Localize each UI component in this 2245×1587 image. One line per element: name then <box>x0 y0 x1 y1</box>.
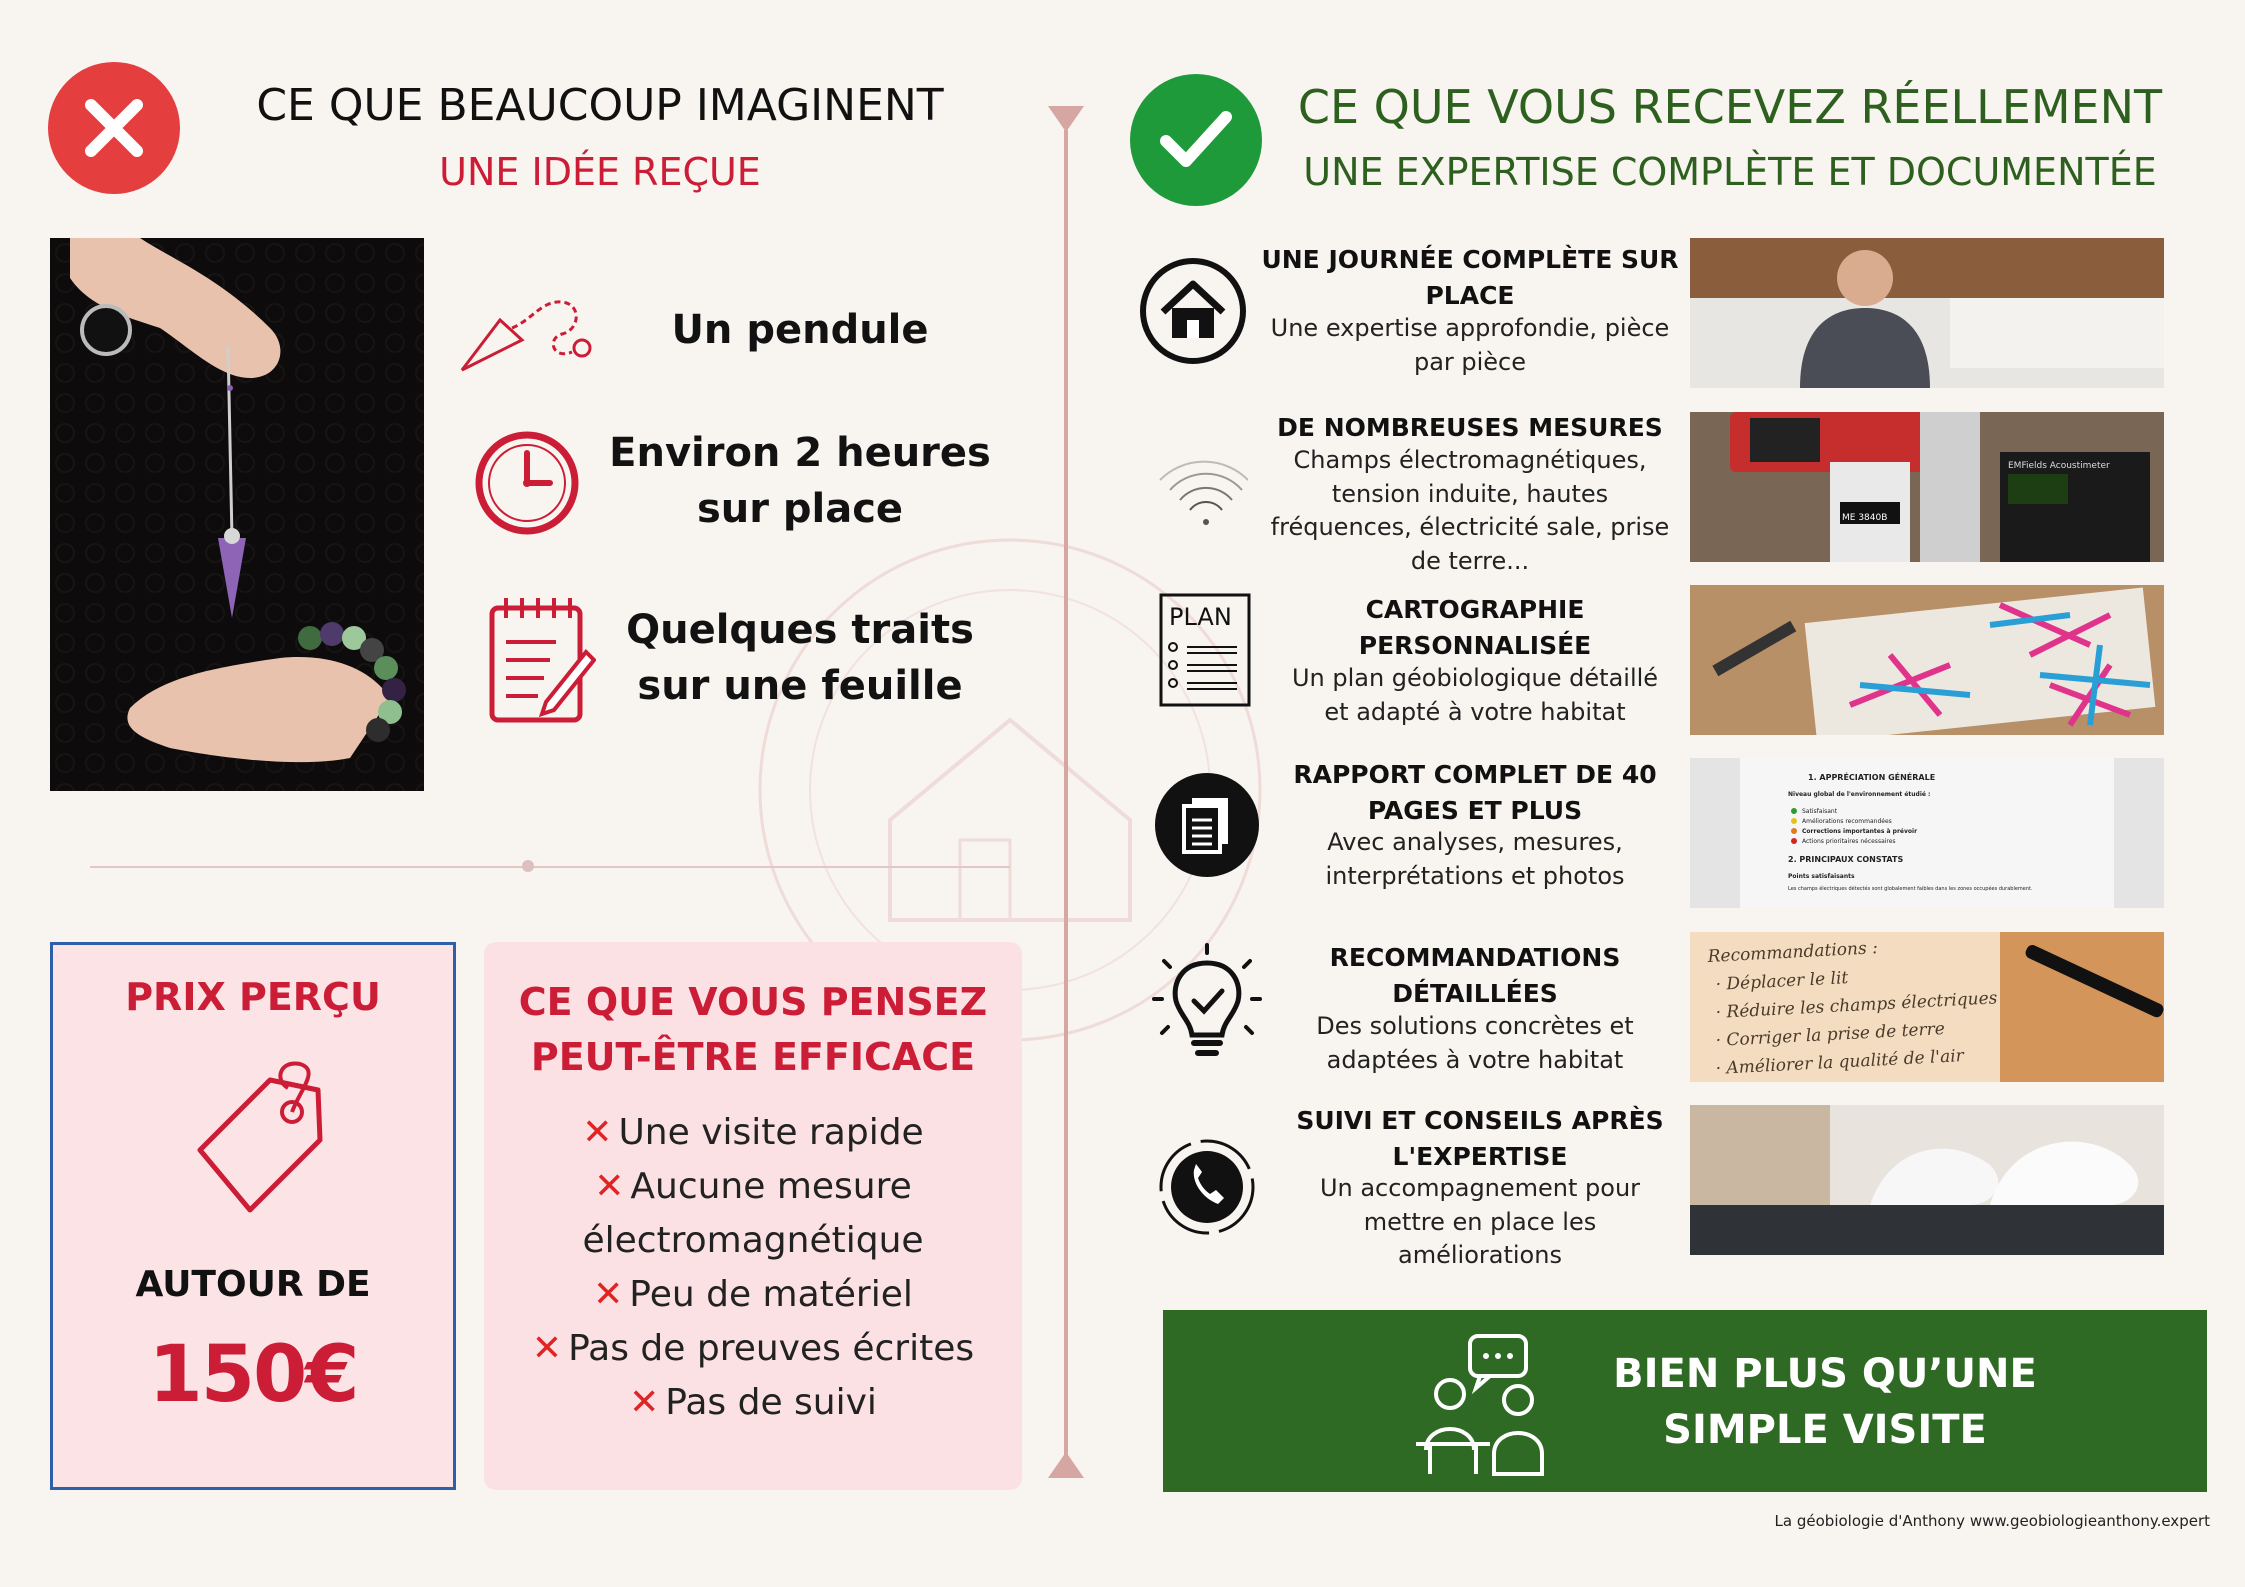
left-title: CE QUE BEAUCOUP IMAGINENT <box>256 80 944 131</box>
consultation-icon <box>1410 1330 1560 1484</box>
right-subtitle: UNE EXPERTISE COMPLÈTE ET DOCUMENTÉE <box>1303 150 2157 194</box>
check-badge-icon <box>1130 74 1262 206</box>
recommendations-photo <box>1690 932 2164 1082</box>
left-subtitle: UNE IDÉE REÇUE <box>439 150 761 194</box>
feature-4-desc: Avec analyses, mesures, interprétations et photos <box>1325 828 1625 890</box>
think-title <box>484 975 1022 1085</box>
report-heading-1: 1. APPRÉCIATION GÉNÉRALE <box>1808 773 1936 782</box>
feature-5-title: RECOMMANDATIONS DÉTAILLÉES <box>1329 943 1621 1009</box>
think-item: ✕ Pas de suivi <box>629 1382 877 1423</box>
banner-line2: SIMPLE VISITE <box>1663 1407 1987 1453</box>
feature-2-title: DE NOMBREUSES MESURES <box>1277 413 1663 442</box>
report-heading-2: 2. PRINCIPAUX CONSTATS <box>1788 855 1904 864</box>
divider-arrow-top <box>1048 106 1084 132</box>
onsite-photo <box>1690 238 2164 388</box>
reco-item-3: · Corriger la prise de terre <box>1715 1019 1946 1051</box>
price-tag-icon <box>170 1060 330 1234</box>
section-separator <box>90 866 1010 868</box>
banner-line1: BIEN PLUS QU’UNE <box>1613 1351 2037 1397</box>
feature-6-title: SUIVI ET CONSEILS APRÈS L'EXPERTISE <box>1296 1106 1664 1172</box>
banner-text <box>1560 1346 2090 1458</box>
price-title: PRIX PERÇU <box>125 975 381 1019</box>
right-title: CE QUE VOUS RECEVEZ RÉELLEMENT <box>1297 80 2163 134</box>
idea-duration-line2: sur place <box>696 486 904 532</box>
reco-item-4: · Améliorer la qualité de l'air <box>1715 1046 1965 1079</box>
feature-4-title: RAPPORT COMPLET DE 40 PAGES ET PLUS <box>1293 760 1657 826</box>
idea-duration-line1: Environ 2 heures <box>609 430 991 476</box>
idea-pendulum: Un pendule <box>671 307 929 353</box>
think-item: ✕ Une visite rapide <box>582 1112 924 1153</box>
feature-2-desc: Champs électromagnétiques, tension induite, hautes fréquences, électricité sale, prise de terre... <box>1270 446 1670 575</box>
report-legend-4: Actions prioritaires nécessaires <box>1802 838 1896 845</box>
think-item: ✕ Aucune mesure <box>594 1166 912 1207</box>
idea-sketch-line1: Quelques traits <box>626 607 974 653</box>
meter-brand-text: EMFields Acoustimeter <box>2008 461 2110 471</box>
feature-5-desc: Des solutions concrètes et adaptées à votre habitat <box>1316 1012 1634 1074</box>
cross-icon: ✕ <box>582 1112 613 1153</box>
idea-sketch <box>600 602 1000 714</box>
reco-item-1: · Déplacer le lit <box>1715 968 1849 995</box>
report-heading-2-sub: Points satisfaisants <box>1788 873 1855 880</box>
meter-model-text: ME 3840B <box>1842 513 1888 523</box>
feature-1-title: UNE JOURNÉE COMPLÈTE SUR PLACE <box>1261 245 1679 311</box>
plan-icon <box>1152 596 1262 706</box>
plan-icon-label: PLAN <box>1169 603 1232 631</box>
notepad-icon <box>486 592 596 731</box>
footer-credit: La géobiologie d'Anthony www.geobiologieanthony.expert <box>1774 1512 2210 1530</box>
report-legend-2: Améliorations recommandées <box>1802 818 1892 825</box>
lightbulb-check-icon <box>1152 948 1262 1058</box>
cross-badge-icon <box>48 62 180 194</box>
cross-icon: ✕ <box>629 1382 660 1423</box>
home-icon <box>1138 256 1248 366</box>
separator-dot <box>522 860 534 872</box>
think-item: ✕ Peu de matériel <box>593 1274 913 1315</box>
feature-6-desc: Un accompagnement pour mettre en place les améliorations <box>1319 1174 1641 1270</box>
report-photo <box>1690 758 2164 908</box>
report-legend-1: Satisfaisant <box>1802 808 1838 815</box>
clock-icon <box>472 428 582 542</box>
feature-3-title: CARTOGRAPHIE PERSONNALISÉE <box>1358 595 1592 661</box>
report-body-text: Les champs électriques détectés sont globalement faibles dans les zones occupées durablement. <box>1788 886 2033 892</box>
center-divider <box>1064 130 1068 1460</box>
think-item: ✕ Pas de preuves écrites <box>531 1328 975 1369</box>
cross-icon: ✕ <box>594 1166 625 1207</box>
think-title-line2: PEUT-ÊTRE EFFICACE <box>530 1035 976 1080</box>
think-list <box>484 1106 1022 1430</box>
feature-1-desc: Une expertise approfondie, pièce par pièce <box>1270 314 1670 376</box>
think-item-continuation: électromagnétique <box>582 1220 924 1261</box>
report-heading-1-sub: Niveau global de l'environnement étudié : <box>1788 791 1931 798</box>
idea-sketch-line2: sur une feuille <box>637 663 963 709</box>
cross-icon: ✕ <box>531 1328 563 1369</box>
bedroom-photo <box>1690 1105 2164 1255</box>
cross-icon: ✕ <box>593 1274 624 1315</box>
divider-arrow-bottom <box>1048 1452 1084 1478</box>
pendulum-photo <box>50 238 424 791</box>
meters-photo <box>1690 412 2164 562</box>
reco-item-2: · Réduire les champs électriques <box>1715 988 1998 1023</box>
wave-signal-icon <box>1138 440 1248 550</box>
idea-duration <box>600 425 1000 537</box>
report-legend-3: Corrections importantes à prévoir <box>1802 828 1918 835</box>
think-title-line1: CE QUE VOUS PENSEZ <box>518 980 988 1024</box>
phone-icon <box>1152 1132 1262 1242</box>
reco-title: Recommandations : <box>1707 938 1879 967</box>
pendulum-icon <box>452 290 602 384</box>
document-icon <box>1152 770 1262 880</box>
feature-3-desc: Un plan géobiologique détaillé et adapté à votre habitat <box>1291 664 1659 726</box>
map-photo <box>1690 585 2164 735</box>
price-around: AUTOUR DE <box>135 1264 371 1305</box>
price-value: 150€ <box>148 1330 358 1420</box>
